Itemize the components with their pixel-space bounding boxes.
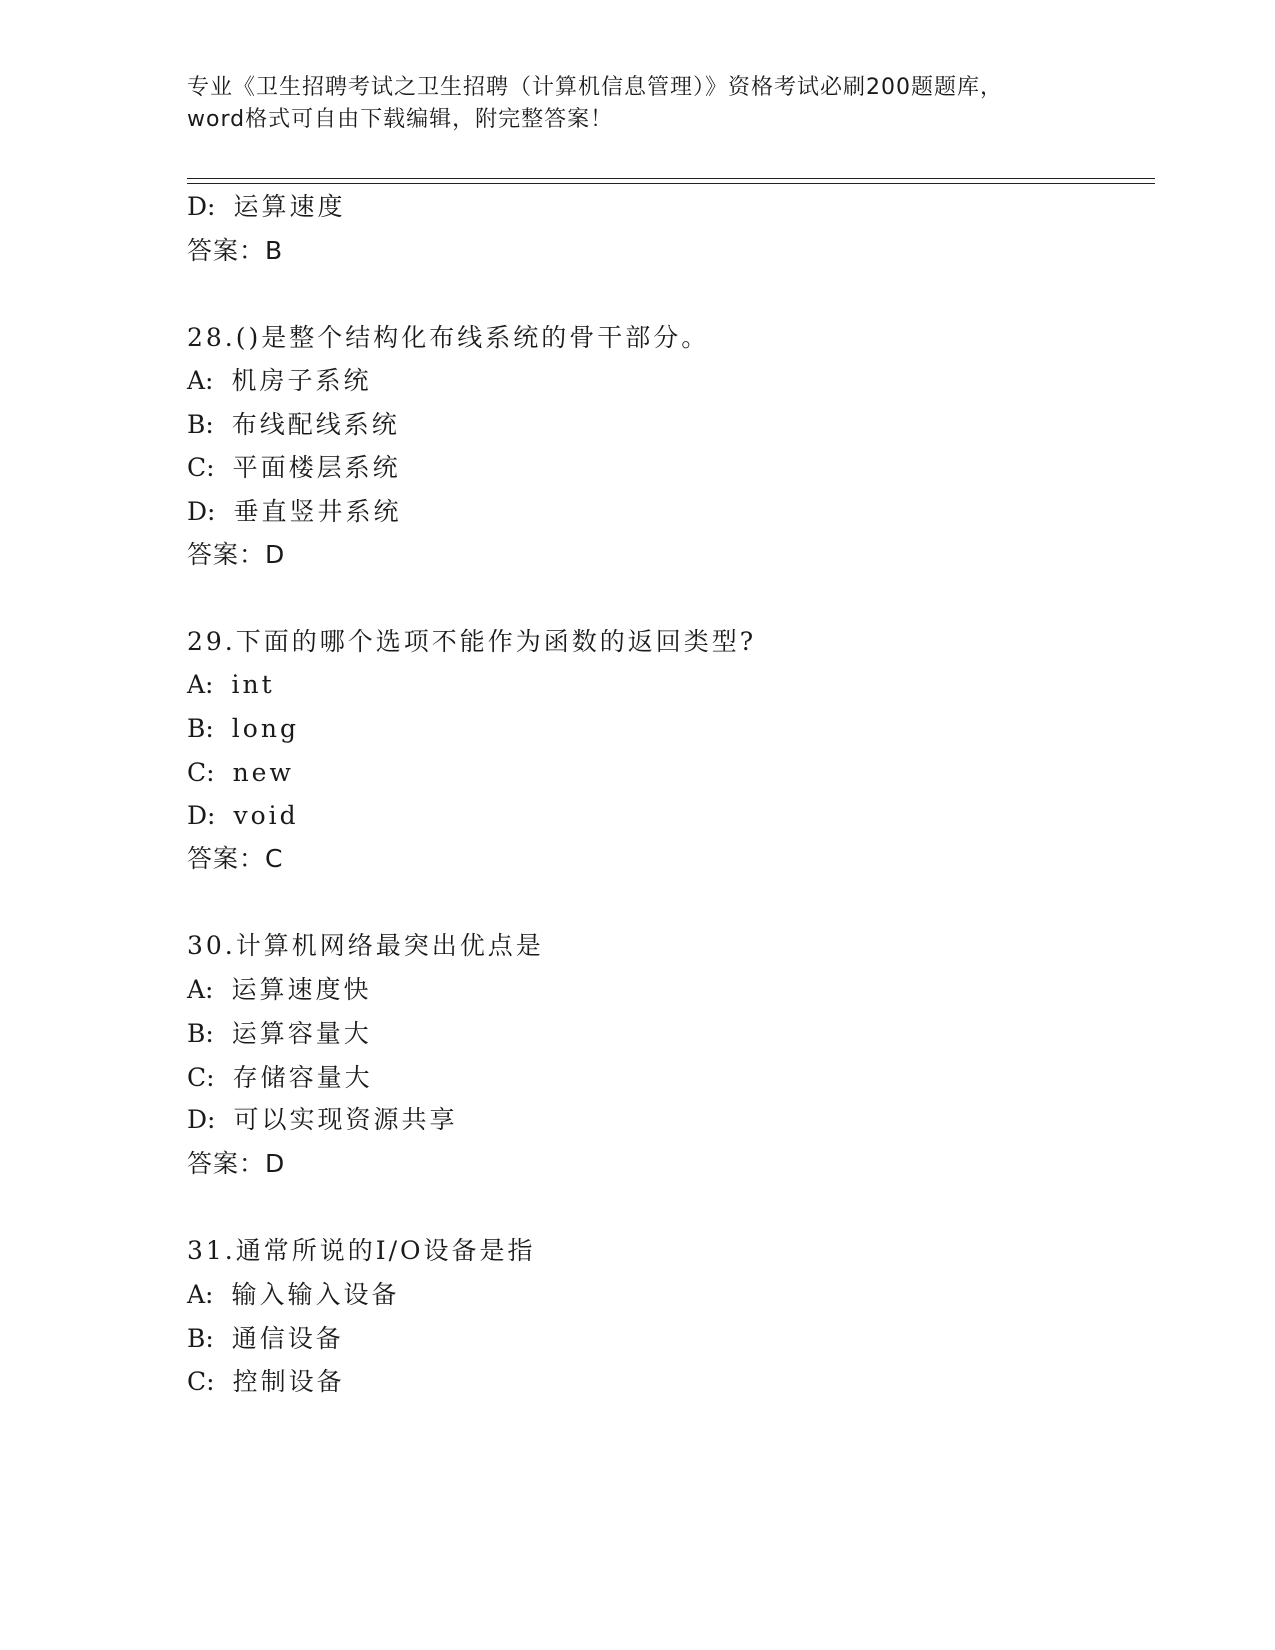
answer-option [187, 1018, 372, 1050]
option-letter: B: [187, 1019, 214, 1048]
answer-key: 答案：C [187, 844, 284, 873]
answer-option [187, 757, 294, 789]
question-text: 29.下面的哪个选项不能作为函数的返回类型? [187, 627, 757, 656]
answer-option [187, 1366, 345, 1398]
option-text: long [231, 714, 299, 743]
answer-option [187, 409, 400, 441]
option-letter: C: [187, 1367, 215, 1396]
option-text: 通信设备 [231, 1324, 344, 1353]
option-text: 可以实现资源共享 [233, 1105, 458, 1134]
option-text: 控制设备 [232, 1367, 345, 1396]
option-text: 平面楼层系统 [232, 453, 401, 482]
option-text: new [232, 758, 294, 787]
option-letter: D: [187, 801, 216, 830]
option-text: 运算容量大 [231, 1019, 372, 1048]
answer-option [187, 800, 299, 832]
question-text: 30.计算机网络最突出优点是 [187, 931, 544, 960]
option-text: 机房子系统 [231, 366, 372, 395]
header-divider-top [187, 178, 1155, 179]
option-letter: A: [187, 975, 214, 1004]
question-text: 28.()是整个结构化布线系统的骨干部分。 [187, 323, 710, 352]
document-header [187, 72, 1087, 136]
option-text: 垂直竖井系统 [233, 497, 402, 526]
option-text: 布线配线系统 [231, 410, 400, 439]
option-text: 运算速度 [233, 192, 346, 221]
answer-option [187, 365, 372, 397]
answer-option [187, 452, 401, 484]
answer-option [187, 1323, 344, 1355]
header-divider-bottom [187, 183, 1155, 184]
option-letter: A: [187, 1280, 214, 1309]
answer-option [187, 974, 372, 1006]
option-letter: D: [187, 1105, 216, 1134]
header-title-line-1: 专业《卫生招聘考试之卫生招聘（计算机信息管理）》资格考试必刷200题题库， [187, 75, 1003, 100]
option-text: void [233, 801, 299, 830]
option-letter: A: [187, 670, 214, 699]
option-letter: D: [187, 497, 216, 526]
option-letter: B: [187, 714, 214, 743]
option-letter: D: [187, 192, 216, 221]
option-letter: C: [187, 758, 215, 787]
answer-option [187, 1062, 373, 1094]
option-text: 运算速度快 [231, 975, 372, 1004]
option-letter: C: [187, 1063, 215, 1092]
option-letter: B: [187, 1324, 214, 1353]
answer-option [187, 1104, 457, 1136]
answer-option [187, 713, 299, 745]
option-text: 存储容量大 [232, 1063, 373, 1092]
answer-key: 答案：D [187, 540, 286, 569]
question-text: 31.通常所说的I/O设备是指 [187, 1236, 536, 1265]
answer-option [187, 496, 401, 528]
option-text: int [231, 670, 275, 699]
answer-key: 答案：D [187, 1149, 286, 1178]
answer-option [187, 669, 275, 701]
option-text: 输入输入设备 [231, 1280, 400, 1309]
option-letter: C: [187, 453, 215, 482]
answer-option [187, 1279, 400, 1311]
option-letter: B: [187, 410, 214, 439]
answer-option [187, 191, 345, 223]
option-letter: A: [187, 366, 214, 395]
answer-key: 答案：B [187, 236, 284, 265]
header-title-line-2: word格式可自由下载编辑，附完整答案！ [187, 107, 614, 132]
